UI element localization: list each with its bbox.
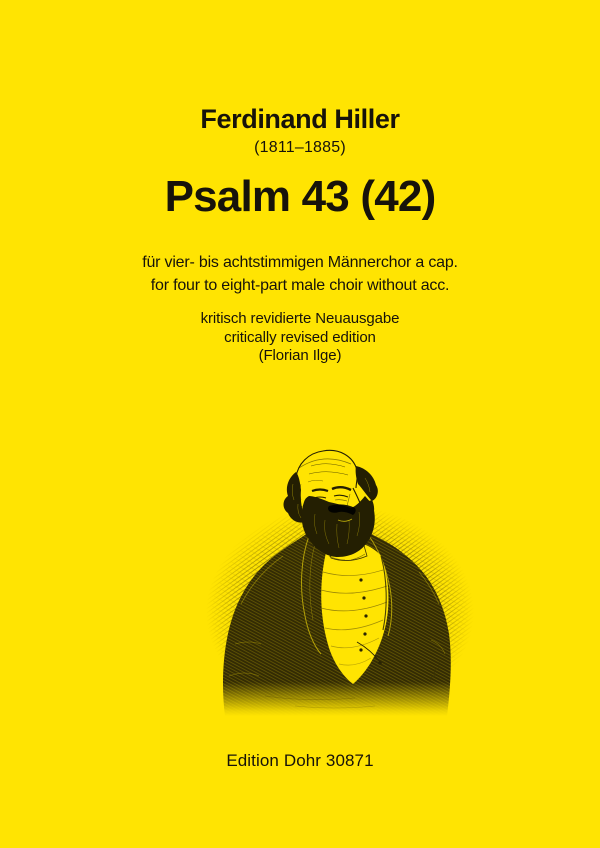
portrait-bottom-fade: [205, 682, 475, 716]
scoring-line-english: for four to eight-part male choir without acc.: [150, 277, 450, 294]
edition-note-german: kritisch revidierte Neuausgabe: [200, 310, 400, 327]
scoring-line-german: für vier- bis achtstimmigen Männerchor a cap.: [142, 254, 458, 271]
composer-portrait-engraving-icon: [205, 444, 475, 716]
edition-editor-name: (Florian Ilge): [258, 347, 342, 364]
publisher-imprint: Edition Dohr 30871: [226, 751, 374, 770]
composer-dates: (1811–1885): [254, 139, 346, 156]
edition-note-english: critically revised edition: [224, 328, 376, 346]
portrait-svg: [205, 444, 475, 716]
composer-name: Ferdinand Hiller: [200, 104, 400, 134]
work-title: Psalm 43 (42): [164, 172, 436, 221]
